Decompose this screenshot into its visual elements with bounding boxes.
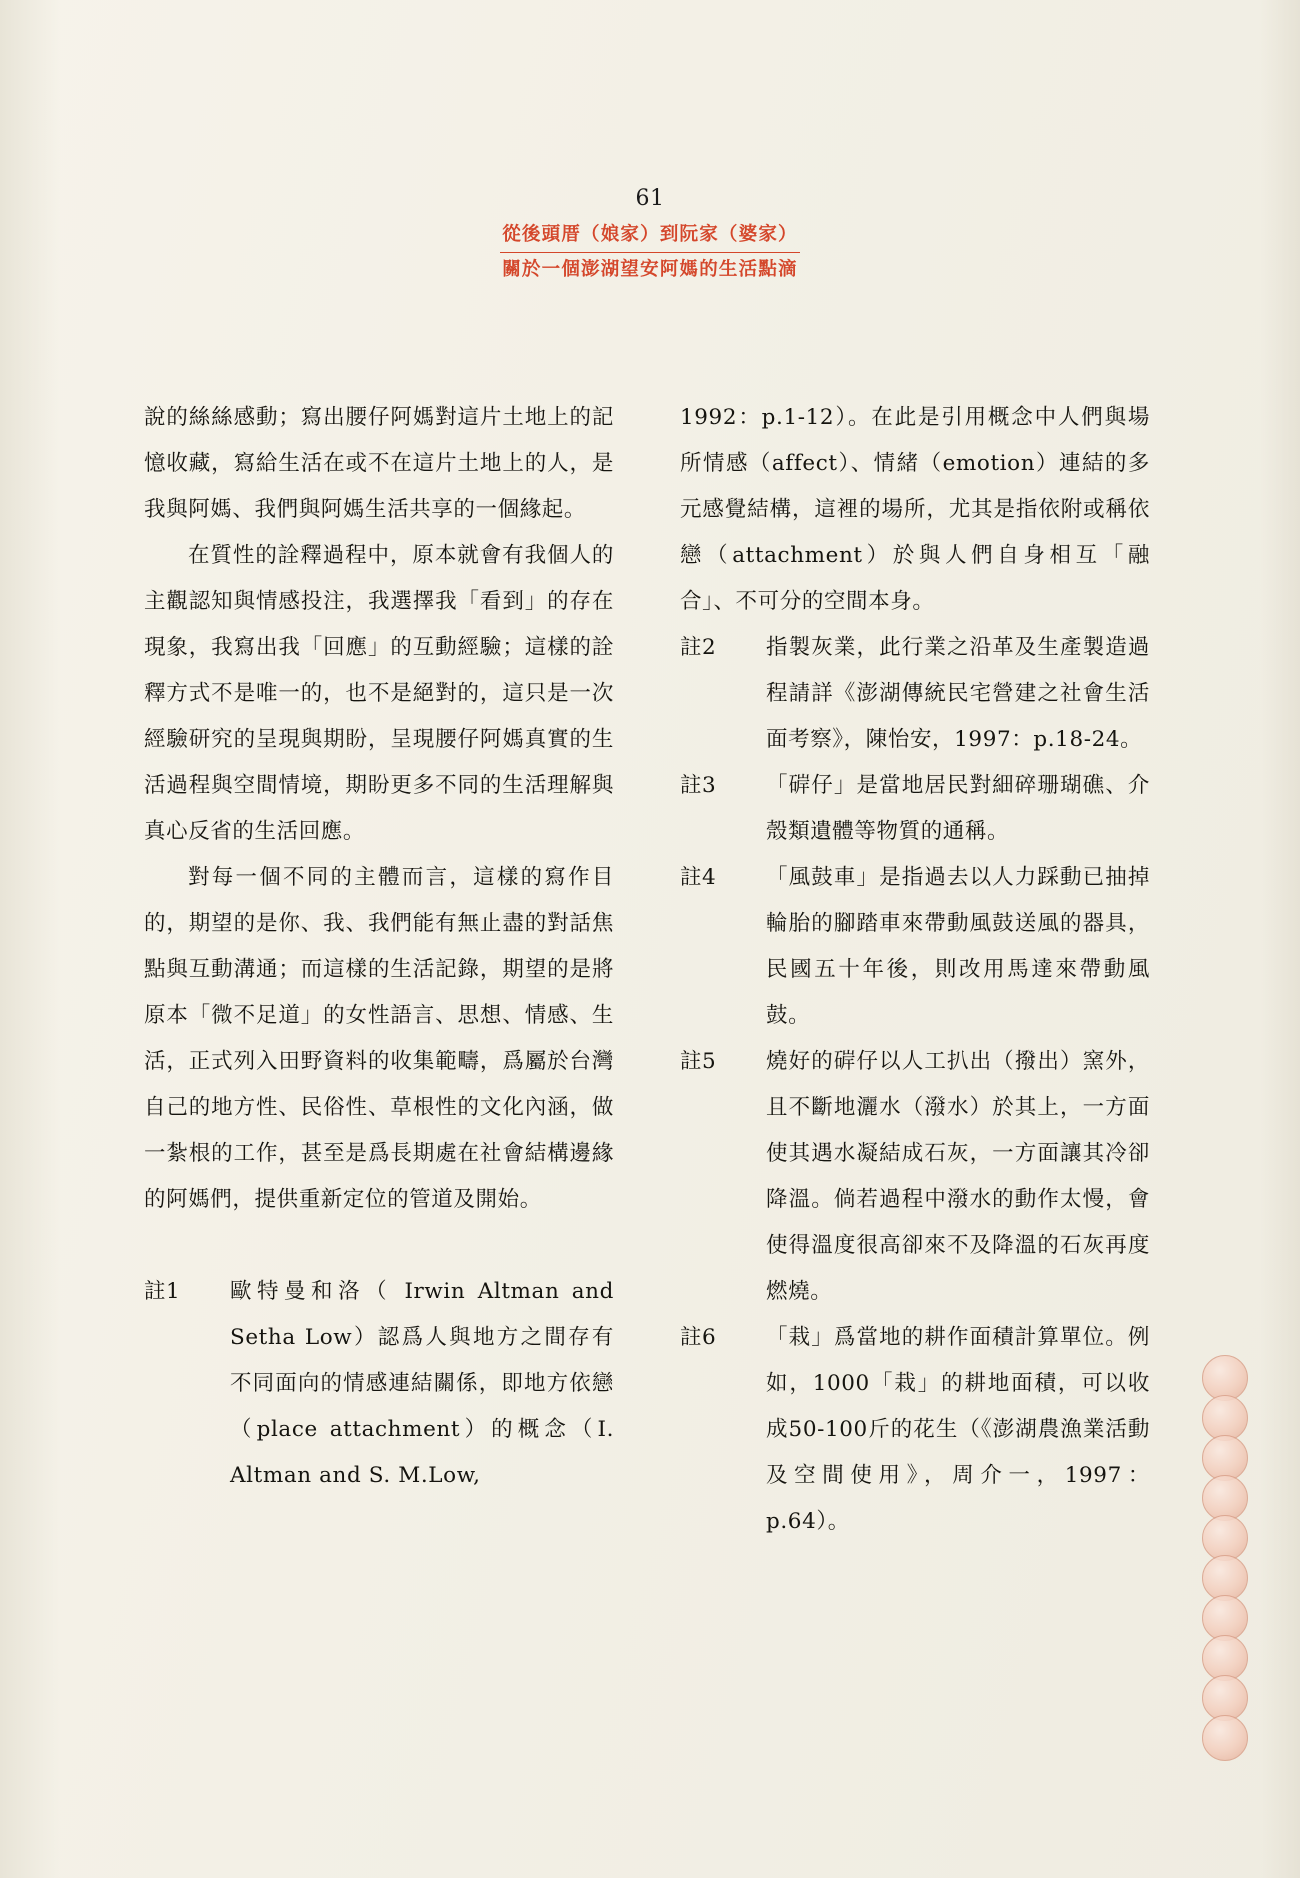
bead-icon xyxy=(1202,1715,1248,1761)
running-header xyxy=(0,222,1300,284)
left-column xyxy=(144,395,614,1499)
footnote-item xyxy=(680,1315,1150,1545)
footnote-item xyxy=(680,763,1150,855)
footnote-text: 「硸仔」是當地居民對細碎珊瑚礁、介殼類遺體等物質的通稱。 xyxy=(766,773,1150,844)
header-title-line1: 從後頭厝（娘家）到阮家（婆家） xyxy=(500,222,800,253)
header-title-line2: 關於一個澎湖望安阿媽的生活點滴 xyxy=(502,258,798,280)
footnote-continuation: 1992：p.1-12）。在此是引用概念中人們與場所情感（affect）、情緒（emotion）連結的多元感覺結構，這裡的場所，尤其是指依附或稱依戀（attachment）於與人們自身相互「融合」、不可分的空間本身。 xyxy=(680,405,1150,614)
footnote-text: 燒好的硸仔以人工扒出（撥出）窯外，且不斷地灑水（潑水）於其上，一方面使其遇水凝結成石灰，一方面讓其冷卻降溫。倘若過程中潑水的動作太慢，會使得溫度很高卻來不及降溫的石灰再度燃燒。 xyxy=(766,1049,1150,1304)
right-column xyxy=(680,395,1150,1545)
footnote-label: 註1 xyxy=(144,1279,181,1304)
decorative-bead-chain xyxy=(1202,1355,1248,1790)
body-columns xyxy=(0,395,1300,1695)
footnote-item xyxy=(680,1039,1150,1315)
paragraph: 說的絲絲感動；寫出腰仔阿媽對這片土地上的記憶收藏，寫給生活在或不在這片土地上的人，是我與阿媽、我們與阿媽生活共享的一個緣起。 xyxy=(144,405,614,522)
footnote-item xyxy=(680,855,1150,1039)
footnote-text: 指製灰業，此行業之沿革及生產製造過程請詳《澎湖傳統民宅營建之社會生活面考察》，陳怡安，1997：p.18-24。 xyxy=(766,635,1150,752)
footnote-text: 「栽」爲當地的耕作面積計算單位。例如，1000「栽」的耕地面積，可以收成50-100斤的花生（《澎湖農漁業活動及空間使用》，周介一，1997：p.64）。 xyxy=(766,1325,1150,1534)
footnote-label: 註4 xyxy=(680,865,717,890)
footnote-item xyxy=(680,625,1150,763)
footnote-label: 註3 xyxy=(680,773,717,798)
footnote-text: 歐特曼和洛（ Irwin Altman and Setha Low）認爲人與地方之間存有不同面向的情感連結關係，即地方依戀（place attachment）的概念（I. Altman and S. M.Low, xyxy=(230,1279,614,1488)
footnote-item xyxy=(144,1269,614,1499)
footnote-label: 註6 xyxy=(680,1325,717,1350)
footnote-text: 「風鼓車」是指過去以人力踩動已抽掉輪胎的腳踏車來帶動風鼓送風的器具，民國五十年後，則改用馬達來帶動風鼓。 xyxy=(766,865,1150,1028)
paragraph: 對每一個不同的主體而言，這樣的寫作目的，期望的是你、我、我們能有無止盡的對話焦點與互動溝通；而這樣的生活記錄，期望的是將原本「微不足道」的女性語言、思想、情感、生活，正式列入田野資料的收集範疇，爲屬於台灣自己的地方性、民俗性、草根性的文化內涵，做一紮根的工作，甚至是爲長期處在社會結構邊緣的阿媽們，提供重新定位的管道及開始。 xyxy=(144,865,614,1212)
footnote-label: 註5 xyxy=(680,1049,717,1074)
paragraph: 在質性的詮釋過程中，原本就會有我個人的主觀認知與情感投注，我選擇我「看到」的存在現象，我寫出我「回應」的互動經驗；這樣的詮釋方式不是唯一的，也不是絕對的，這只是一次經驗研究的呈現與期盼，呈現腰仔阿媽真實的生活過程與空間情境，期盼更多不同的生活理解與真心反省的生活回應。 xyxy=(144,543,614,844)
page-number: 61 xyxy=(635,186,665,211)
footnote-label: 註2 xyxy=(680,635,717,660)
